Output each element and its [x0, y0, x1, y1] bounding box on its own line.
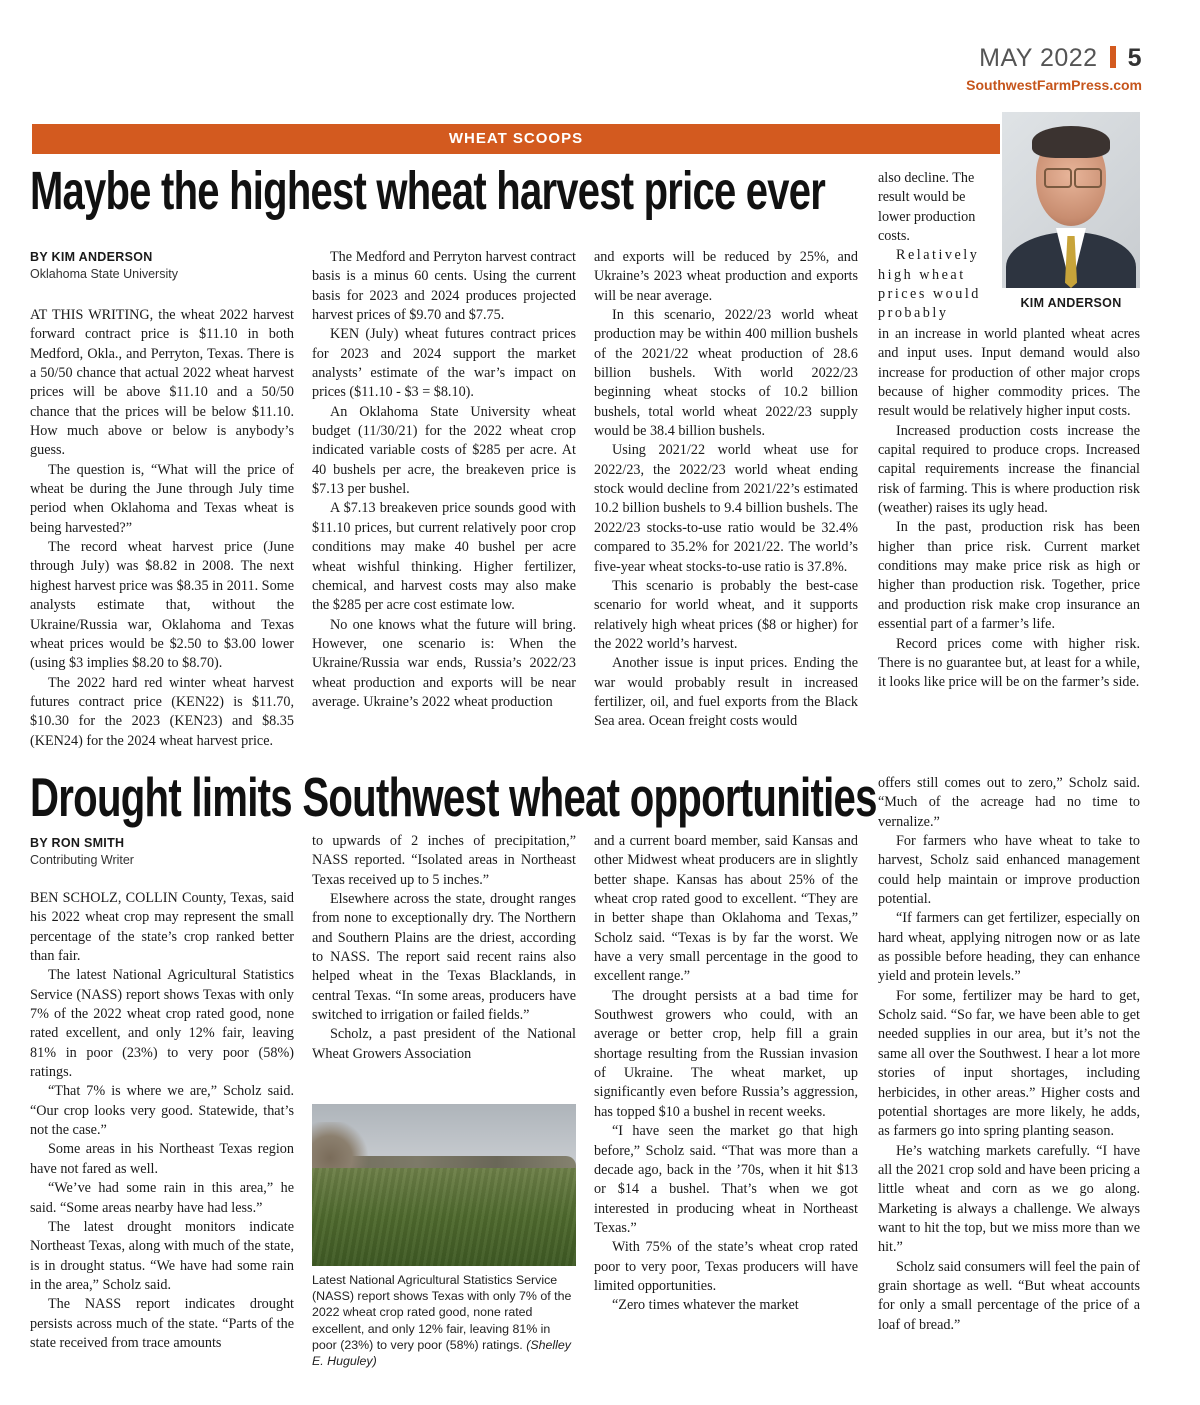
paragraph: and exports will be reduced by 25%, and Ukraine’s 2023 wheat production and exports will be near average. [594, 249, 858, 304]
paragraph: Some areas in his Northeast Texas region have not fared as well. [30, 1141, 294, 1177]
issue-line [966, 44, 1142, 73]
paragraph: The latest National Agricultural Statistics Service (NASS) report shows Texas with only 7% of the 2022 wheat crop rated good, none rated excellent, and only 12% fair, leaving 81% in poor (23%) to very poor (58%) ratings. [30, 967, 294, 1081]
paragraph: With 75% of the state’s wheat crop rated poor to very poor, Texas producers will have limited opportunities. [594, 1239, 858, 1294]
paragraph: Using 2021/22 world wheat use for 2022/23, the 2022/23 world wheat ending stock would decline from 2021/22’s estimated 10.2 billion bushels to 9.4 billion bushels. The 2022/23 stocks-to-use ratio would be 32.4% compared to 35.2% for 2021/22. The world’s five-year wheat stocks-to-use ratio is 37.8%. [594, 442, 858, 575]
section-band [32, 124, 1000, 154]
paragraph: AT THIS WRITING, the wheat 2022 harvest forward contract price is $11.10 in both Medford, Okla., and Perryton, Texas. There is a 50/50 chance that actual 2022 wheat harvest prices will be above $11.10 and a 50/50 chance that the prices will be below $11.10. How much above or below is anybody’s guess. [30, 307, 294, 459]
photo-credit: (Shelley E. Huguley) [312, 1337, 571, 1369]
photo-crop-rows [312, 1168, 576, 1266]
paragraph: He’s watching markets carefully. “I have all the 2021 crop sold and have been pricing a little wheat and corn as we go along. Marketing is always a challenge. We always want to hit the top, but we miss more than we hit.” [878, 1142, 1140, 1256]
author-portrait [1002, 112, 1140, 288]
author-affiliation: Contributing Writer [30, 853, 134, 867]
paragraph: Scholz said consumers will feel the pain of grain shortage as well. “But wheat accounts for only a small percentage of the price of a loaf of bread.” [878, 1258, 1140, 1333]
portrait-glasses-left [1044, 168, 1072, 188]
issue-date: MAY 2022 [979, 44, 1098, 72]
paragraph: For some, fertilizer may be hard to get, Scholz said. “So far, we have been able to get needed supplies in our area, but it’s not the same all over the Southwest. I hear a lot more stories of input shortages, including herbicides, in other areas.” Higher costs and potential shortages are more likely, he adds, as farmers go into spring planting season. [878, 987, 1140, 1140]
paragraph: For farmers who have wheat to take to harvest, Scholz said enhanced management could help maintain or improve production potential. [878, 833, 1140, 908]
paragraph: BEN SCHOLZ, COLLIN County, Texas, said his 2022 wheat crop may represent the small percentage of the state’s crop ranked better than fair. [30, 890, 294, 965]
portrait-caption: KIM ANDERSON [1020, 296, 1122, 310]
paragraph: “We’ve had some rain in this area,” he said. “Some areas nearby have had less.” [30, 1180, 294, 1216]
paragraph: A $7.13 breakeven price sounds good with $11.10 prices, but current relatively poor crop conditions may make 40 bushel per acre wheat wishful thinking. Higher fertilizer, chemical, and harvest costs may also make the $285 per acre cost estimate low. [312, 500, 576, 614]
paragraph: An Oklahoma State University wheat budget (11/30/21) for the 2022 wheat crop indicated variable costs of $285 per acre. At 40 bushels per acre, the breakeven price is $7.13 per bushel. [312, 403, 576, 498]
article-1-byline [30, 250, 292, 281]
paragraph: “That 7% is where we are,” Scholz said. “Our crop looks very good. Statewide, that’s not the case.” [30, 1083, 294, 1139]
portrait-glasses-right [1074, 168, 1102, 188]
page-number: 5 [1127, 44, 1142, 72]
article-2-headline: Drought limits Southwest wheat opportunities [30, 766, 877, 828]
paragraph: The drought persists at a bad time for Southwest growers who could, with an average or better crop, help fill a grain shortage resulting from the Russian invasion of Ukraine. The wheat market, up significantly even before Russia’s aggression, has topped $10 a bushel in recent weeks. [594, 987, 858, 1120]
article-1-column-4-wrap [878, 169, 988, 324]
article-1-column-3 [594, 248, 858, 752]
wheat-field-photo [312, 1104, 576, 1266]
author-name: BY RON SMITH [30, 836, 125, 850]
paragraph: in an increase in world planted wheat acres and input uses. Input demand would also increase for production of other major crops because of higher commodity prices. The result would be relatively higher input costs. [878, 326, 1140, 420]
article-1-column-1 [30, 306, 294, 752]
paragraph: Record prices come with higher risk. There is no guarantee but, at least for a while, it looks like price will be on the farmer’s side. [878, 635, 1140, 691]
article-2-column-3 [594, 832, 858, 1372]
article-2-column-1 [30, 889, 294, 1369]
page-header [966, 44, 1142, 93]
paragraph: offers still comes out to zero,” Scholz said. “Much of the acreage had no time to vernalize.” [878, 775, 1140, 830]
section-label: WHEAT SCOOPS [448, 130, 584, 147]
paragraph: also decline. The result would be lower production costs. [878, 170, 976, 245]
photo-caption [312, 1272, 574, 1369]
author-affiliation: Oklahoma State University [30, 267, 178, 281]
paragraph: In this scenario, 2022/23 world wheat production may be within 400 million bushels of the 2021/22 wheat production of 28.6 billion bushels. With world 2022/23 beginning wheat stocks of 10.2 billion bushels, total world wheat 2022/23 supply would be 38.4 billion bushels. [594, 307, 858, 440]
paragraph: The record wheat harvest price (June through July) was $8.82 in 2008. The next highest harvest price was $8.35 in 2011. Some analysts estimate that, without the Ukraine/Russia war, Oklahoma and Texas wheat prices would be $2.50 to $3.00 lower (using $3 implies $8.20 to $8.70). [30, 539, 294, 672]
article-1-column-4 [878, 325, 1140, 752]
paragraph: “Zero times whatever the market [612, 1297, 799, 1314]
header-divider [1110, 46, 1116, 68]
paragraph: The NASS report indicates drought persists across much of the state. “Parts of the state received from trace amounts [30, 1296, 294, 1351]
paragraph: to upwards of 2 inches of precipitation,” NASS reported. “Isolated areas in Northeast Texas received up to 5 inches.” [312, 833, 576, 888]
article-2-column-4 [878, 774, 1140, 1374]
paragraph: Increased production costs increase the capital required to produce crops. Increased capital requirements increase the financial risk of farming. This is where production risk (weather) raises its ugly head. [878, 422, 1140, 517]
article-1-column-2 [312, 248, 576, 752]
paragraph: KEN (July) wheat futures contract prices for 2023 and 2024 support the market analysts’ estimate of the war’s impact on prices ($11.10 - $3 = $8.10). [312, 326, 576, 401]
website-link[interactable]: SouthwestFarmPress.com [966, 77, 1142, 93]
paragraph: The 2022 hard red winter wheat harvest futures contract price (KEN22) is $11.70, $10.30 for the 2023 (KEN23) and $8.35 (KEN24) for the 2024 wheat harvest price. [30, 674, 294, 749]
paragraph: The latest drought monitors indicate Northeast Texas, along with much of the state, is in drought status. “We have had some rain in the area,” Scholz said. [30, 1218, 294, 1293]
paragraph: Another issue is input prices. Ending the war would probably result in increased fertilizer, oil, and fuel exports from the Black Sea area. Ocean freight costs would [594, 655, 858, 730]
author-name: BY KIM ANDERSON [30, 250, 153, 264]
paragraph: This scenario is probably the best-case scenario for world wheat, and it supports relatively high wheat prices ($8 or higher) for the 2022 world’s harvest. [594, 577, 858, 652]
paragraph: and a current board member, said Kansas and other Midwest wheat producers are in slightly better shape. Kansas has about 25% of the wheat crop rated good to excellent. “They are in better shape than Oklahoma and Texas,” Scholz said. “Texas is by far the worst. We have a very small percentage in the good to excellent range.” [594, 833, 858, 985]
paragraph: Scholz, a past president of the National Wheat Growers Association [312, 1026, 576, 1062]
paragraph: In the past, production risk has been higher than price risk. Current market conditions may make price risk as high or higher than production risk. Together, price and production risk make crop insurance an essential part of a farmer’s life. [878, 519, 1140, 633]
portrait-hair [1032, 126, 1110, 158]
photo-caption-text: Latest National Agricultural Statistics Service (NASS) report shows Texas with only 7% of the 2022 wheat crop rated good, none rated excellent, and only 12% fair, leaving 81% in poor (23%) to very poor (58%) ratings. [312, 1273, 572, 1352]
paragraph: Elsewhere across the state, drought ranges from none to exceptionally dry. The Northern and Southern Plains are the driest, according to NASS. The report said recent rains also helped wheat in the Texas Blacklands, in central Texas. “In some areas, producers have switched to irrigation or failed fields.” [312, 891, 576, 1024]
paragraph: “If farmers can get fertilizer, especially on hard wheat, applying nitrogen now or as late as possible before heading, they can enhance yield and protein levels.” [878, 910, 1140, 985]
paragraph: “I have seen the market go that high before,” Scholz said. “That was more than a decade ago, back in the ’70s, when it hit $13 or $14 a bushel. That’s when we got interested in producing wheat in Northeast Texas.” [594, 1123, 858, 1236]
paragraph: No one knows what the future will bring. However, one scenario is: When the Ukraine/Russia war ends, Russia’s 2022/23 wheat production and exports will be near average. Ukraine’s 2022 wheat production [312, 616, 576, 710]
article-2-byline [30, 836, 292, 867]
paragraph: The question is, “What will the price of wheat be during the June through July time period when Oklahoma and Texas wheat is being harvested?” [30, 461, 294, 536]
paragraph: The Medford and Perryton harvest contract basis is a minus 60 cents. Using the current basis for 2023 and 2024 produces projected harvest prices of $9.70 and $7.75. [312, 249, 576, 324]
article-1-headline: Maybe the highest wheat harvest price ever [30, 161, 826, 221]
article-2-column-2 [312, 832, 576, 1092]
paragraph: Relatively high wheat prices would probably [878, 247, 981, 322]
